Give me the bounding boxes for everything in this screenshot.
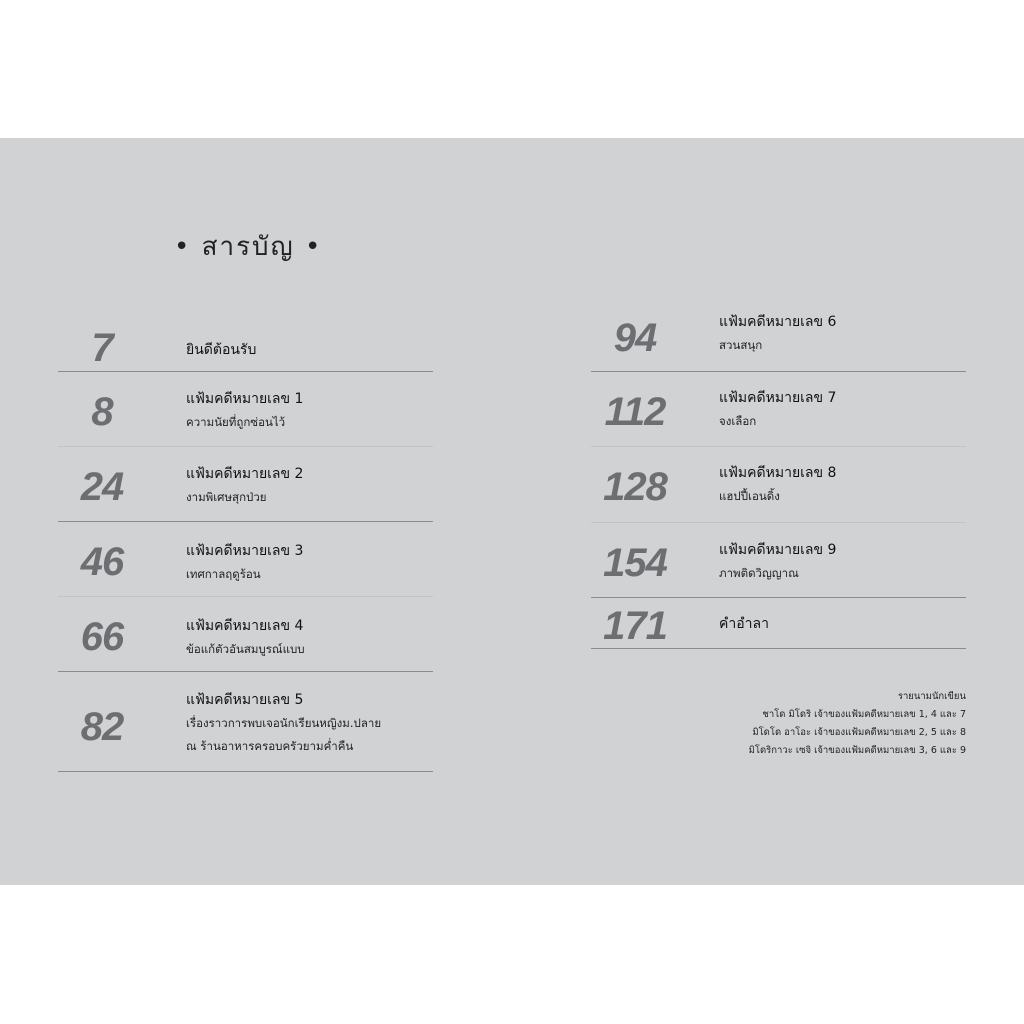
chapter-title: คำอำลา [719,616,769,632]
toc-entry[interactable] [58,597,433,672]
toc-entry[interactable] [591,598,966,649]
chapter-subtitle: แฮปปี้เอนดิ้ง [719,488,780,503]
author-line: ชาโด มิโดริ เจ้าของแฟ้มคดีหมายเลข 1, 4 และ 7 [762,709,966,720]
page-number: 154 [603,541,667,585]
entry-text [719,542,966,581]
entry-text [719,465,966,504]
title-dot-left: • [174,232,192,262]
title-text: สารบัญ [201,232,295,262]
toc-entry[interactable] [58,372,433,447]
entry-text [186,618,433,657]
toc-entry[interactable] [591,447,966,523]
chapter-subtitle: งามพิเศษสุกป่วย [186,489,267,504]
toc-entry[interactable] [591,372,966,447]
page-number: 112 [604,390,666,434]
entry-text [186,342,433,359]
toc-entry[interactable] [58,672,433,772]
page-number: 66 [80,615,124,659]
entry-text [719,314,966,353]
toc-entry[interactable] [591,300,966,372]
chapter-subtitle: เรื่องราวการพบเจอนักเรียนหญิงม.ปลาย [186,715,382,730]
chapter-subtitle: จงเลือก [719,413,757,428]
author-line: มิโดโด อาโอะ เจ้าของแฟ้มคดีหมายเลข 2, 5 และ 8 [752,727,966,738]
chapter-title: แฟ้มคดีหมายเลข 3 [186,543,304,559]
page-number: 7 [91,326,113,370]
chapter-title: ยินดีต้อนรับ [186,342,257,358]
author-line: มิโดริกาวะ เซจิ เจ้าของแฟ้มคดีหมายเลข 3, 6 และ 9 [748,745,966,756]
page-number: 128 [603,465,667,509]
chapter-subtitle-line2: ณ ร้านอาหารครอบครัวยามค่ำคืน [186,738,354,753]
title-dot-right: • [304,232,323,262]
chapter-subtitle: สวนสนุก [719,337,763,352]
page-number: 171 [603,604,667,648]
entry-text [719,616,966,633]
chapter-title: แฟ้มคดีหมายเลข 8 [719,465,837,481]
page-number: 94 [613,316,657,360]
toc-left-column [58,315,433,772]
toc-entry[interactable] [591,523,966,598]
chapter-title: แฟ้มคดีหมายเลข 1 [186,391,304,407]
entry-text [719,390,966,429]
chapter-title: แฟ้มคดีหมายเลข 9 [719,542,837,558]
author-heading: รายนามนักเขียน [897,691,966,702]
entry-text [186,466,433,505]
chapter-subtitle: ภาพติดวิญญาณ [719,565,799,580]
chapter-title: แฟ้มคดีหมายเลข 7 [719,390,837,406]
page-number: 82 [80,705,124,749]
page-number: 24 [80,465,124,509]
page-number: 8 [91,390,113,434]
chapter-subtitle: ข้อแก้ตัวอันสมบูรณ์แบบ [186,641,305,656]
entry-text [186,391,433,430]
page-title [174,226,322,267]
toc-entry[interactable] [58,522,433,597]
toc-page [0,138,1024,885]
chapter-title: แฟ้มคดีหมายเลข 2 [186,466,304,482]
chapter-title: แฟ้มคดีหมายเลข 6 [719,314,837,330]
chapter-title: แฟ้มคดีหมายเลข 4 [186,618,304,634]
toc-right-column [591,300,966,649]
toc-entry[interactable] [58,315,433,372]
page-number: 46 [80,540,124,584]
chapter-subtitle: ความนัยที่ถูกซ่อนไว้ [186,414,286,429]
toc-entry[interactable] [58,447,433,522]
chapter-subtitle: เทศกาลฤดูร้อน [186,566,261,581]
entry-text [186,692,433,753]
chapter-title: แฟ้มคดีหมายเลข 5 [186,692,304,708]
author-credits [749,688,966,760]
entry-text [186,543,433,582]
